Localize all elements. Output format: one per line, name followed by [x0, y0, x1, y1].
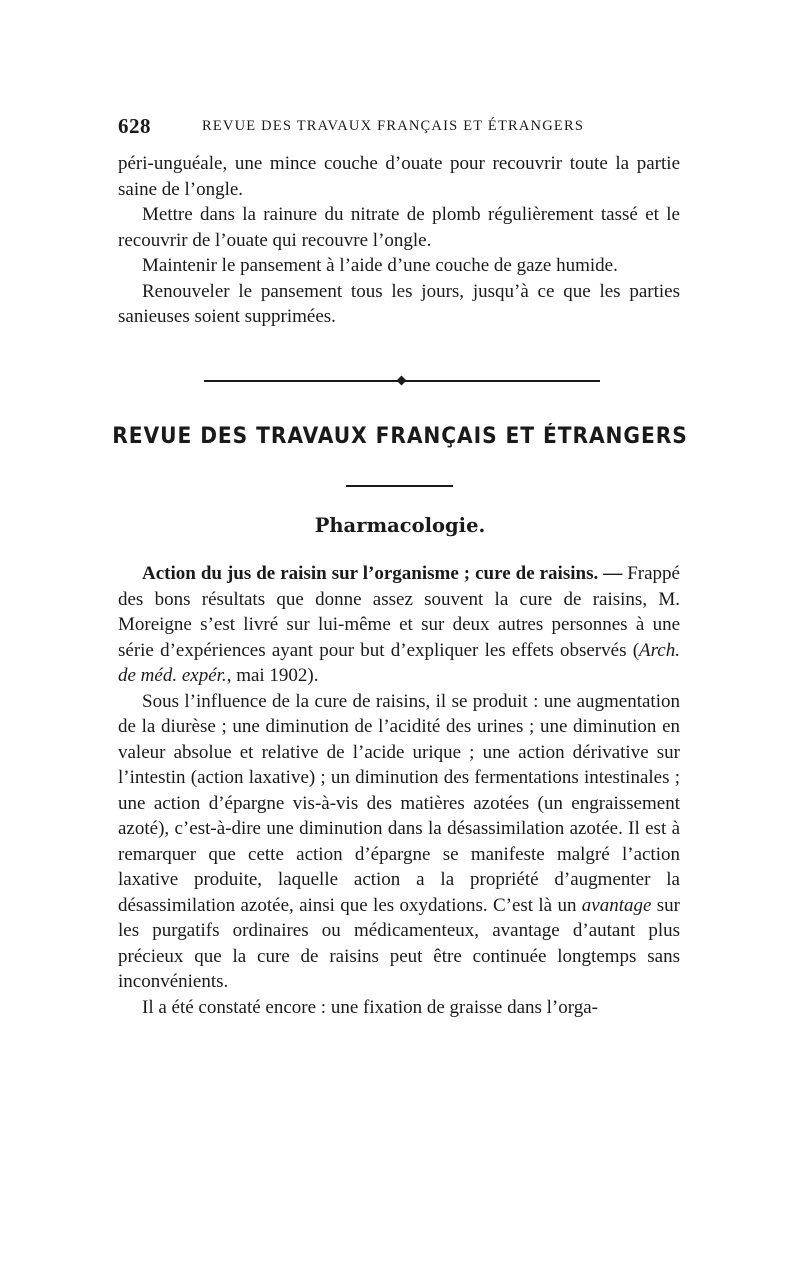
journal-reference: Arch. de méd. expér.: [118, 639, 680, 686]
article-paragraph-1: [118, 561, 680, 689]
article-paragraph-2: [118, 689, 680, 995]
paragraph-nitrate: Mettre dans la rainure du nitrate de plomb régulièrement tassé et le recouvrir de l’ouate qui recouvre l’ongle.: [118, 204, 680, 251]
running-title: REVUE DES TRAVAUX FRANÇAIS ET ÉTRANGERS: [202, 118, 585, 134]
ornamental-rule: [204, 376, 600, 386]
section-heading: REVUE DES TRAVAUX FRANÇAIS ET ÉTRANGERS: [112, 424, 688, 449]
article-text-block: [118, 561, 680, 1020]
article-p2-end: sur les purgatifs ordinaires ou médicamenteux, avantage d’autant plus précieux que la cure de raisins peut être continuée longtemps sans inconvénients.: [118, 894, 680, 992]
emphasis-avantage: avantage: [581, 894, 652, 916]
article-p1-end: , mai 1902).: [226, 665, 319, 686]
article-title: Action du jus de raisin sur l’organisme ; cure de raisins. —: [142, 563, 623, 584]
running-head: [118, 114, 683, 144]
paragraph-renew: Renouveler le pansement tous les jours, jusqu’à ce que les parties sanieuses soient supprimées.: [118, 280, 680, 327]
short-rule: [346, 485, 453, 487]
article-p2-text: Sous l’influence de la cure de raisins, il se produit : une augmentation de la diurèse ; une diminution de l’acidité des urines ; une diminution en valeur absolue et relative de l’acide urique ; une action dérivative sur l’intestin (action laxative) ; un diminution des fermentations intestinales ; une action d’épargne vis-à-vis des matières azotées (un engraissement azoté), c’est-à-dire une diminution dans la désassimilation azotée. Il est à remarquer que cette action d’épargne se manifeste malgré l’action laxative produite, laquelle action a la propriété d’augmenter la désassimilation azotée, ainsi que les oxydations. C’est là un: [118, 690, 680, 916]
top-text-block: [118, 151, 680, 330]
paragraph-maintain: Maintenir le pansement à l’aide d’une couche de gaze humide.: [142, 255, 618, 276]
paragraph-continuation: péri-unguéale, une mince couche d’ouate pour recouvrir toute la partie saine de l’ongle.: [118, 153, 680, 200]
page-number: 628: [118, 114, 151, 138]
subsection-heading: Pharmacologie.: [314, 514, 486, 537]
diamond-ornament-icon: [397, 376, 407, 386]
article-p1-text: Frappé des bons résultats que donne assez souvent la cure de raisins, M. Moreigne s’est livré sur lui-même et sur deux autres personnes à une série d’expériences ayant pour but d’expliquer les effets observés (: [118, 563, 680, 661]
article-paragraph-3: Il a été constaté encore : une fixation de graisse dans l’orga-: [142, 996, 598, 1018]
